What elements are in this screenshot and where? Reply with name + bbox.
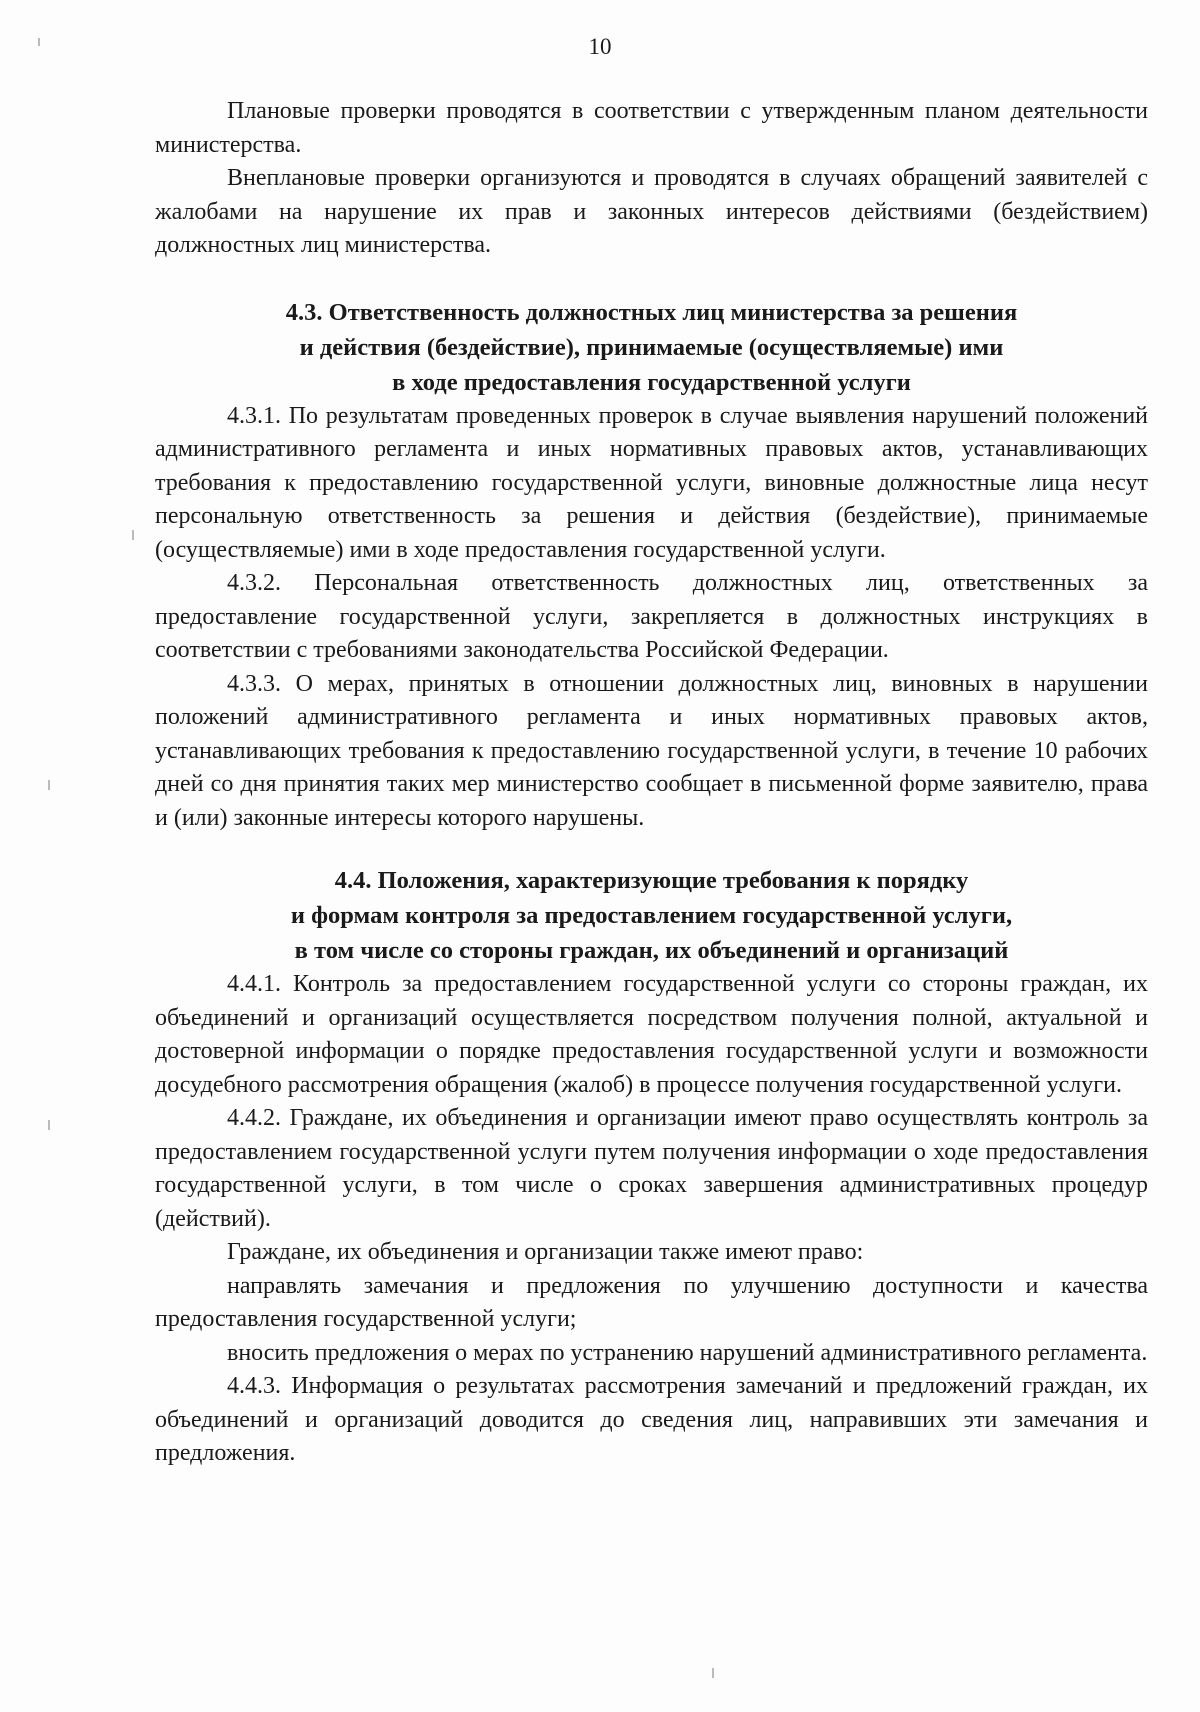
paragraph-4-3-1: 4.3.1. По результатам проведенных проверок в случае выявления нарушений положений административного регламента и иных нормативных правовых актов, устанавливающих требования к предоставлению государственной услуги, виновные должностные лица несут персональную ответственность за решения и действия (бездействие), принимаемые (осуществляемые) ими в ходе предоставления государственной услуги. [155,402,1148,563]
section-heading-4-3 [155,295,1148,400]
scan-mark [712,1668,714,1678]
heading-line: и формам контроля за предоставлением государственной услуги, [290,902,1013,929]
scan-mark [132,530,134,540]
scan-mark [48,1120,50,1130]
paragraph-4-4-2: 4.4.2. Граждане, их объединения и организации имеют право осуществлять контроль за предоставлением государственной услуги путем получения информации о ходе предоставления государственной услуги, в том числе о сроках завершения административных процедур (действий). [155,1105,1148,1232]
paragraph-send-remarks: направлять замечания и предложения по улучшению доступности и качества предоставления государственной услуги; [155,1272,1148,1332]
paragraph-4-4-1: 4.4.1. Контроль за предоставлением государственной услуги со стороны граждан, их объединений и организаций осуществляется посредством получения полной, актуальной и достоверной информации о порядке предоставления государственной услуги и возможности досудебного рассмотрения обращения (жалоб) в процессе получения государственной услуги. [155,971,1148,1098]
section-heading-4-4 [155,863,1148,968]
heading-line: в том числе со стороны граждан, их объединений и организаций [294,937,1009,964]
heading-line: 4.4. Положения, характеризующие требования к порядку [334,867,969,894]
heading-line: 4.3. Ответственность должностных лиц министерства за решения [285,298,1018,326]
heading-line: и действия (бездействие), принимаемые (осуществляемые) ими [299,333,1004,361]
heading-line: в ходе предоставления государственной услуги [392,368,911,396]
paragraph-4-3-3: 4.3.3. О мерах, принятых в отношении должностных лиц, виновных в нарушении положений административного регламента и иных нормативных правовых актов, устанавливающих требования к предоставлению государственной услуги, в течение 10 рабочих дней со дня принятия таких мер министерство сообщает в письменной форме заявителю, права и (или) законные интересы которого нарушены. [155,670,1148,831]
page-number: 10 [588,34,612,59]
document-body [155,95,1148,1471]
paragraph-citizens-rights: Граждане, их объединения и организации также имеют право: [227,1239,864,1265]
paragraph-4-4-3: 4.4.3. Информация о результатах рассмотрения замечаний и предложений граждан, их объединений и организаций доводится до сведения лиц, направивших эти замечания и предложения. [155,1373,1148,1466]
scan-mark [48,780,50,790]
paragraph-planned-inspections: Плановые проверки проводятся в соответствии с утвержденным планом деятельности министерства. [155,98,1148,158]
paragraph-4-3-2: 4.3.2. Персональная ответственность должностных лиц, ответственных за предоставление государственной услуги, закрепляется в должностных инструкциях в соответствии с требованиями законодательства Российской Федерации. [155,570,1148,663]
paragraph-unplanned-inspections: Внеплановые проверки организуются и проводятся в случаях обращений заявителей с жалобами на нарушение их прав и законных интересов действиями (бездействием) должностных лиц министерства. [155,165,1148,258]
scan-mark [38,38,40,46]
paragraph-make-proposals: вносить предложения о мерах по устранению нарушений административного регламента. [227,1339,1148,1366]
